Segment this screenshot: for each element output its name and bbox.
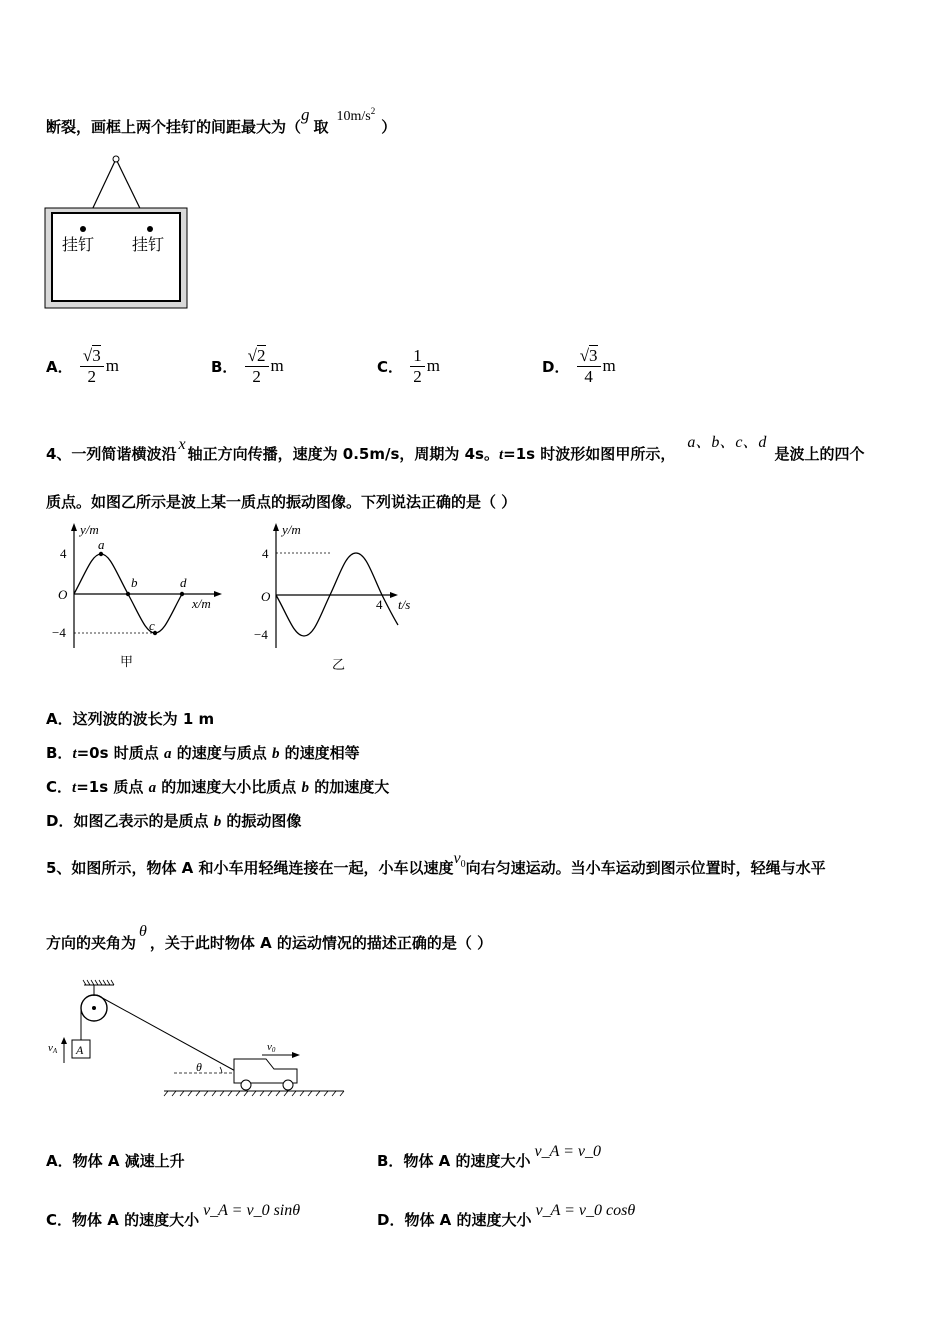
svg-text:甲: 甲	[120, 654, 134, 669]
q4-option-b[interactable]: B．t=0s 时质点 a 的速度与质点 b 的速度相等	[46, 744, 360, 762]
svg-text:vA: vA	[48, 1042, 58, 1055]
svg-text:c: c	[149, 618, 155, 633]
q5-option-c[interactable]: C．物体 A 的速度大小v_A = v_0 sinθ	[46, 1202, 301, 1229]
svg-text:乙: 乙	[332, 657, 346, 672]
q5-stem-line1: 5、如图所示，物体 A 和小车用轻绳连接在一起，小车以速度$v^0$向右匀速运动。当小车运动到图示位置时，轻绳与水平	[46, 850, 826, 877]
q4-option-a[interactable]: A．这列波的波长为 1 m	[46, 710, 215, 728]
q3-option-c[interactable]: C． $\frac{1}{2}$ m	[377, 346, 440, 386]
cart	[234, 1059, 297, 1083]
q4-graph-jia	[50, 520, 230, 675]
svg-text:O: O	[261, 589, 271, 604]
svg-text:4: 4	[60, 546, 67, 561]
q5-option-b[interactable]: B．物体 A 的速度大小v_A = v_0	[377, 1143, 601, 1170]
svg-text:O: O	[58, 587, 68, 602]
svg-text:y/m: y/m	[282, 522, 301, 537]
svg-text:a: a	[98, 537, 105, 552]
q5-stem-line2: 方向的夹角为θ，关于此时物体 A 的运动情况的描述正确的是（ ）	[46, 923, 493, 952]
svg-text:d: d	[180, 575, 187, 590]
q3-option-d[interactable]: D． $\frac{√3}{4}$ m	[542, 346, 616, 386]
q4-option-d[interactable]: D．如图乙表示的是质点 b 的振动图像	[46, 812, 302, 830]
q5-option-a[interactable]: A．物体 A 减速上升	[46, 1152, 185, 1170]
q4-stem-line2: 质点。如图乙所示是波上某一质点的振动图像。下列说法正确的是（ ）	[46, 493, 517, 511]
nail-label-left: 挂钉	[62, 237, 95, 254]
svg-text:b: b	[131, 575, 138, 590]
svg-text:4: 4	[376, 597, 383, 612]
svg-text:−4: −4	[52, 625, 66, 640]
svg-text:v0: v0	[267, 1041, 276, 1054]
svg-text:t/s: t/s	[398, 597, 411, 612]
q4-option-c[interactable]: C．t=1s 质点 a 的加速度大小比质点 b 的加速度大	[46, 778, 390, 796]
q4-stem-line1: 4、一列简谐横波沿x轴正方向传播，速度为 0.5m/s，周期为 4s。t=1s 时波形如图甲所示，a、b、c、d是波上的四个	[46, 434, 865, 463]
nail-label-right: 挂钉	[132, 237, 165, 254]
q3-stem: 断裂，画框上两个挂钉的间距最大为（g取$10m/s^2$）	[46, 105, 397, 136]
q5-option-d[interactable]: D．物体 A 的速度大小v_A = v_0 cosθ	[377, 1202, 636, 1229]
svg-text:4: 4	[262, 546, 269, 561]
q3-option-b[interactable]: B． $\frac{√2}{2}$ m	[211, 346, 284, 386]
svg-text:θ: θ	[196, 1060, 202, 1074]
q5-pulley-cart-figure	[44, 975, 354, 1105]
svg-text:−4: −4	[254, 627, 268, 642]
svg-text:x/m: x/m	[192, 596, 211, 611]
svg-text:y/m: y/m	[80, 522, 99, 537]
svg-text:A: A	[76, 1043, 84, 1057]
q3-option-a[interactable]: A． $\frac{√3}{2}$ m	[46, 346, 119, 386]
q3-frame-figure	[44, 154, 192, 312]
q4-graph-yi	[252, 520, 427, 675]
